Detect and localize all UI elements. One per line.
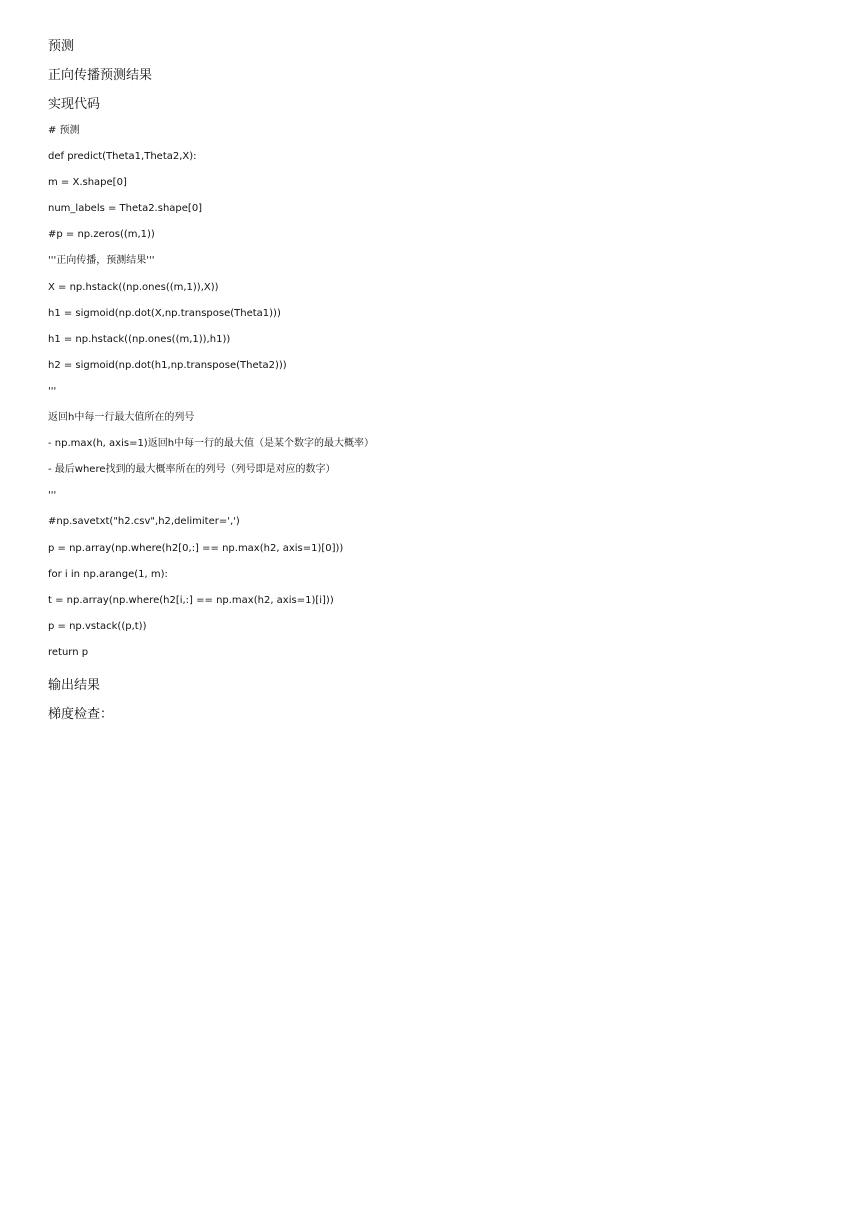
heading-gradient-check: 梯度检查： — [48, 706, 114, 722]
code-line: num_labels = Theta2.shape[0] — [48, 203, 203, 215]
code-line: - 最后where找到的最大概率所在的列号（列号即是对应的数字） — [48, 464, 336, 476]
heading-implementation: 实现代码 — [48, 97, 101, 112]
code-line: ''' — [48, 490, 57, 502]
code-line: p = np.vstack((p,t)) — [48, 620, 147, 632]
code-line: 返回h中每一行最大值所在的列号 — [48, 412, 195, 424]
heading-output-result: 输出结果 — [48, 677, 101, 693]
code-line: for i in np.arange(1, m): — [48, 568, 168, 580]
document-page — [48, 38, 828, 724]
code-line: # 预测 — [48, 125, 80, 136]
code-line: - np.max(h, axis=1)返回h中每一行的最大值（是某个数字的最大概率） — [48, 438, 375, 450]
code-line: p = np.array(np.where(h2[0,:] == np.max(h2, axis=1)[0])) — [48, 542, 344, 554]
heading-predict: 预测 — [48, 39, 75, 54]
code-line: '''正向传播，预测结果''' — [48, 255, 155, 267]
code-line: #np.savetxt("h2.csv",h2,delimiter=',') — [48, 516, 240, 528]
code-line: t = np.array(np.where(h2[i,:] == np.max(h2, axis=1)[i])) — [48, 594, 334, 606]
code-line: ''' — [48, 385, 57, 397]
code-line: #p = np.zeros((m,1)) — [48, 229, 155, 241]
code-block — [48, 124, 828, 660]
heading-forward-result: 正向传播预测结果 — [48, 68, 153, 83]
code-line: def predict(Theta1,Theta2,X): — [48, 151, 197, 163]
code-line: m = X.shape[0] — [48, 177, 127, 189]
code-line: h2 = sigmoid(np.dot(h1,np.transpose(Theta2))) — [48, 359, 287, 371]
code-line: h1 = np.hstack((np.ones((m,1)),h1)) — [48, 333, 231, 345]
code-line: h1 = sigmoid(np.dot(X,np.transpose(Theta1))) — [48, 307, 281, 319]
code-line: return p — [48, 646, 89, 658]
code-line: X = np.hstack((np.ones((m,1)),X)) — [48, 281, 219, 293]
